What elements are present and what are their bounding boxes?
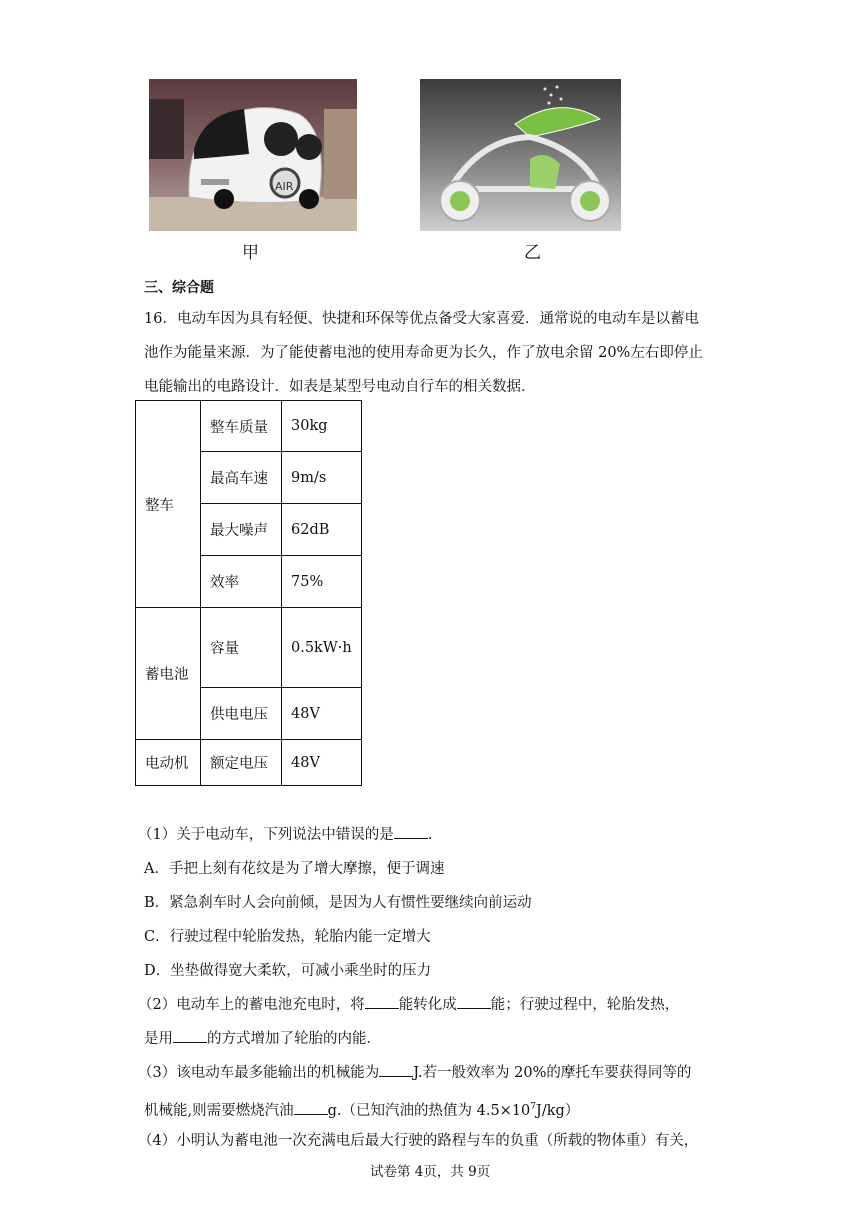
air-car-illustration — [149, 79, 357, 231]
air-logo: AIR — [275, 180, 294, 193]
cell-value: 62dB — [282, 504, 362, 556]
leaf-car-illustration — [420, 79, 621, 231]
answer-blank[interactable] — [365, 994, 399, 1009]
subq1-stem: （1）关于电动车，下列说法中错误的是 . — [138, 818, 718, 852]
cell-value: 9m/s — [282, 452, 362, 504]
answer-blank[interactable] — [173, 1028, 207, 1043]
option-d: D．坐垫做得宽大柔软，可减小乘坐时的压力 — [144, 963, 432, 979]
cell-value: 48V — [282, 740, 362, 786]
figure-air-car — [149, 79, 357, 231]
cell-item: 额定电压 — [201, 740, 282, 786]
section-title: 三、综合题 — [144, 280, 214, 296]
cell-item: 整车质量 — [201, 401, 282, 452]
subquestion-1 — [138, 818, 718, 852]
option-b: B．紧急刹车时人会向前倾，是因为人有惯性要继续向前运动 — [144, 895, 532, 911]
answer-blank[interactable] — [294, 1100, 328, 1115]
answer-blank[interactable] — [379, 1062, 413, 1077]
cell-item: 最高车速 — [201, 452, 282, 504]
answer-blank[interactable] — [457, 994, 491, 1009]
cell-item: 最大噪声 — [201, 504, 282, 556]
spec-table — [135, 400, 362, 786]
cell-item: 供电电压 — [201, 688, 282, 740]
cell-value: 0.5kW·h — [282, 608, 362, 688]
cell-value: 30kg — [282, 401, 362, 452]
subq1-options — [144, 852, 724, 988]
caption-jia: 甲 — [242, 243, 259, 263]
group-battery: 蓄电池 — [136, 608, 201, 740]
cell-value: 48V — [282, 688, 362, 740]
subquestion-4: （4）小明认为蓄电池一次充满电后最大行驶的路程与车的负重（所载的物体重）有关， — [138, 1133, 699, 1149]
group-whole-vehicle: 整车 — [136, 401, 201, 608]
question-line-2: 池作为能量来源．为了能使蓄电池的使用寿命更为长久，作了放电余留 20%左右即停止 — [144, 345, 703, 361]
subquestion-3: （3）该电动车最多能输出的机械能为 J.若一般效率为 20%的摩托车要获得同等的 机械能,则需要燃烧汽油 g.（已知汽油的热值为 $4.5\times 10^7J/kg$） — [138, 1056, 728, 1128]
cell-value: 75% — [282, 556, 362, 608]
figure-leaf-car — [420, 79, 621, 231]
subquestion-2: （2）电动车上的蓄电池充电时，将 能转化成 能；行驶过程中，轮胎发热， 是用 的方式增加了轮胎的内能． — [138, 988, 728, 1056]
caption-yi: 乙 — [524, 243, 541, 263]
group-motor: 电动机 — [136, 740, 201, 786]
question-stem — [144, 302, 744, 404]
cell-item: 容量 — [201, 608, 282, 688]
page-footer: 试卷第 4页，共 9页 — [370, 1164, 491, 1180]
cell-item: 效率 — [201, 556, 282, 608]
question-line-1: 16．电动车因为具有轻便、快捷和环保等优点备受大家喜爱．通常说的电动车是以蓄电 — [144, 311, 699, 327]
option-a: A．手把上刻有花纹是为了增大摩擦，便于调速 — [144, 861, 445, 877]
answer-blank[interactable] — [394, 824, 428, 839]
option-c: C．行驶过程中轮胎发热，轮胎内能一定增大 — [144, 929, 431, 945]
question-line-3: 电能输出的电路设计．如表是某型号电动自行车的相关数据． — [144, 379, 536, 395]
